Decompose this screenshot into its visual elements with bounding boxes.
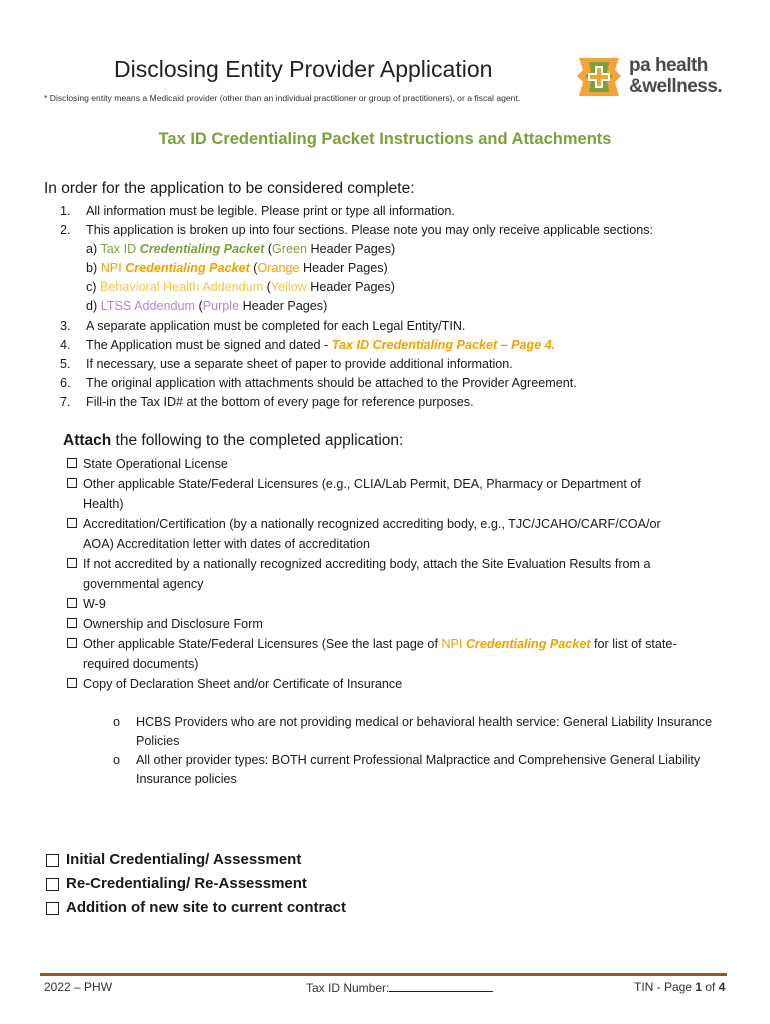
list-item: 3. A separate application must be completed for each Legal Entity/TIN. (60, 318, 466, 333)
checklist-item: Copy of Declaration Sheet and/or Certificate of Insurance (67, 674, 747, 694)
list-item: 6. The original application with attachments should be attached to the Provider Agreement. (60, 375, 577, 390)
list-item: o All other provider types: BOTH current Professional Malpractice and Comprehensive General Liability Insurance policies (113, 753, 701, 786)
list-item: 2. This application is broken up into four sections. Please note you may only receive applicable sections: (60, 223, 654, 238)
checklist-item: Other applicable State/Federal Licensures (e.g., CLIA/Lab Permit, DEA, Pharmacy or Department of Health) (67, 474, 747, 514)
checklist-item: W-9 (67, 594, 747, 614)
pa-health-wellness-logo (573, 50, 743, 106)
section-item-tax-id: a) Tax ID Credentialing Packet (Green Header Pages) (86, 242, 396, 257)
checkbox[interactable] (67, 618, 77, 628)
checkbox[interactable] (67, 638, 77, 648)
checkbox[interactable] (46, 902, 59, 915)
checkbox[interactable] (46, 854, 59, 867)
section-item-ltss: d) LTSS Addendum (Purple Header Pages) (86, 299, 328, 314)
checkbox[interactable] (67, 478, 77, 488)
list-item: 1. All information must be legible. Please print or type all information. (60, 204, 455, 218)
section-heading: Tax ID Credentialing Packet Instructions and Attachments (158, 130, 612, 148)
attach-heading: Attach the following to the completed application: (63, 432, 404, 449)
logo-line-2: &wellness. (629, 76, 723, 97)
checklist-item: Other applicable State/Federal Licensures (See the last page of NPI Credentialing Packet for list of state- required documents) (67, 634, 747, 674)
list-item: 5. If necessary, use a separate sheet of paper to provide additional information. (60, 356, 513, 371)
checkbox[interactable] (67, 558, 77, 568)
checklist-item: Ownership and Disclosure Form (67, 614, 747, 634)
keystone-logo-icon (573, 50, 625, 102)
checkbox[interactable] (67, 678, 77, 688)
checkbox[interactable] (46, 878, 59, 891)
attachment-checklist (67, 454, 747, 694)
list-item: o HCBS Providers who are not providing medical or behavioral health service: General Liability Insurance Policies (113, 715, 713, 748)
checkbox[interactable] (67, 518, 77, 528)
checklist-item: Accreditation/Certification (by a nationally recognized accrediting body, e.g., TJC/JCAHO/CARF/COA/or AOA) Accreditation letter with dates of accreditation (67, 514, 747, 554)
disclosing-entity-footnote: * Disclosing entity means a Medicaid provider (other than an individual practitioner or group of practitioners), or a fiscal agent. (44, 93, 521, 103)
logo-line-1: pa health (629, 55, 708, 76)
instructions-list (60, 202, 740, 412)
checkbox[interactable] (67, 598, 77, 608)
section-item-behavioral-health: c) Behavioral Health Addendum (Yellow Header Pages) (86, 280, 396, 295)
tax-id-number-field[interactable] (389, 980, 493, 992)
list-item: 7. Fill-in the Tax ID# at the bottom of every page for reference purposes. (60, 394, 474, 409)
checkbox[interactable] (67, 458, 77, 468)
footer-page-number: TIN - Page 1 of 4 (634, 980, 726, 994)
page-title: Disclosing Entity Provider Application (114, 56, 493, 82)
checklist-item: If not accredited by a nationally recognized accrediting body, attach the Site Evaluation Results from a governmental agency (67, 554, 747, 594)
checklist-item: State Operational License (67, 454, 747, 474)
intro-text: In order for the application to be considered complete: (44, 180, 415, 197)
list-item: 4. The Application must be signed and dated - Tax ID Credentialing Packet – Page 4. (60, 337, 556, 352)
footer-rule (40, 973, 727, 976)
footer-year: 2022 – PHW (44, 980, 113, 994)
footer-tax-id: Tax ID Number: (306, 980, 493, 995)
insurance-sublist (113, 713, 713, 789)
section-item-npi: b) NPI Credentialing Packet (Orange Header Pages) (86, 261, 388, 276)
